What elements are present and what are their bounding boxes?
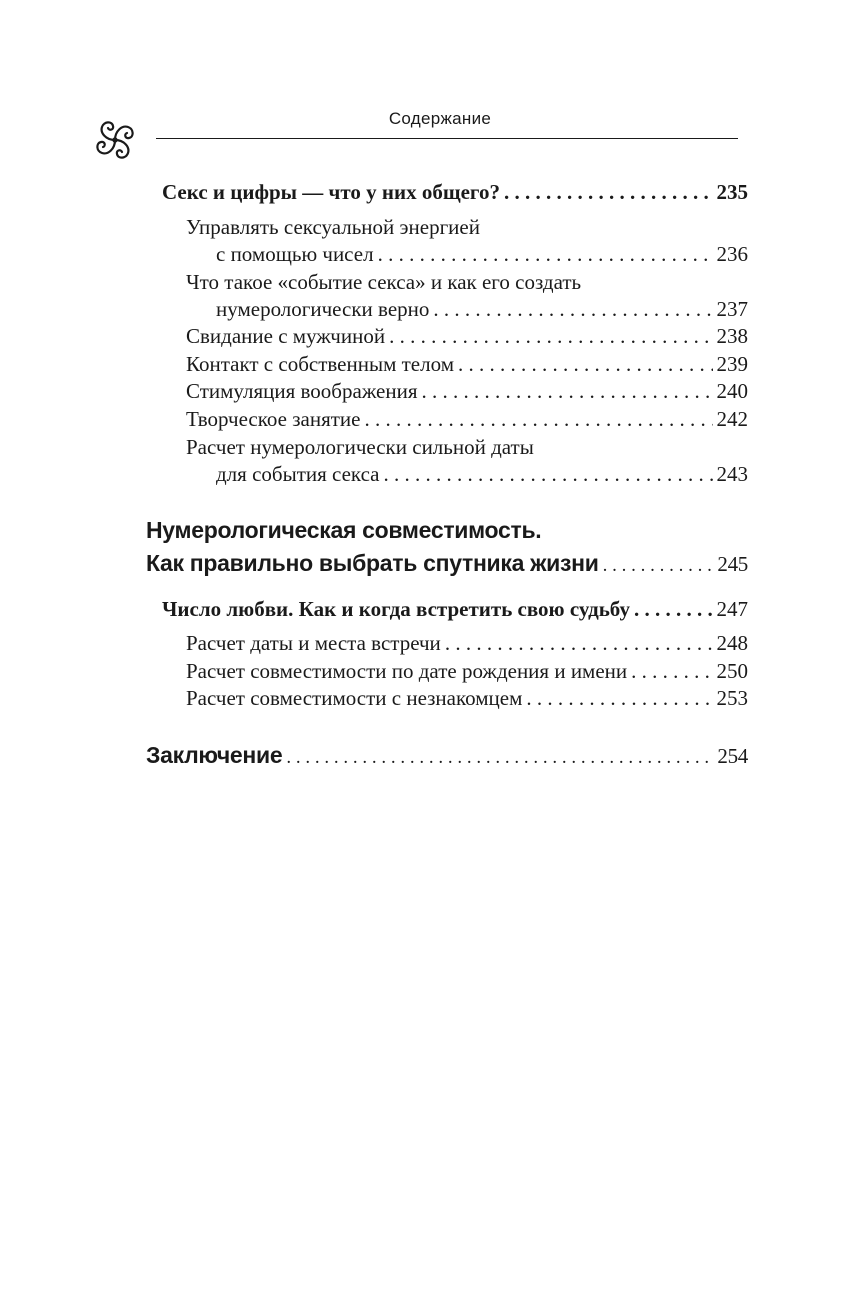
toc-entry-page: 248 bbox=[716, 631, 748, 655]
leader-dots bbox=[378, 240, 713, 268]
leader-dots bbox=[603, 551, 714, 581]
toc-entry-line1: Что такое «событие секса» и как его создать bbox=[186, 270, 582, 294]
toc-entry-title: Как правильно выбрать спутника жизни bbox=[146, 550, 599, 576]
toc-entry-title: Контакт с собственным телом bbox=[186, 352, 454, 376]
toc-entry[interactable] bbox=[186, 350, 748, 378]
toc-entry-page: 250 bbox=[716, 659, 748, 683]
leader-dots bbox=[422, 377, 713, 405]
toc-entry-title: Расчет даты и места встречи bbox=[186, 631, 441, 655]
toc-entry-page: 253 bbox=[716, 686, 748, 710]
toc-entry-title: для события секса bbox=[216, 462, 380, 486]
toc-entry-page: 242 bbox=[716, 407, 748, 431]
toc-entry-page: 243 bbox=[716, 462, 748, 486]
toc-entry-title: Расчет совместимости по дате рождения и имени bbox=[186, 659, 628, 683]
toc-entry[interactable] bbox=[216, 460, 748, 488]
leader-dots bbox=[526, 684, 712, 712]
toc-entry[interactable] bbox=[186, 629, 748, 657]
leader-dots bbox=[631, 657, 712, 685]
toc-entry[interactable] bbox=[186, 405, 748, 433]
leader-dots bbox=[364, 405, 712, 433]
leader-dots bbox=[445, 629, 713, 657]
toc-entry[interactable] bbox=[216, 295, 748, 323]
leader-dots bbox=[634, 595, 712, 623]
leader-dots bbox=[433, 295, 712, 323]
toc-chapter-line1: Нумерологическая совместимость. bbox=[146, 517, 542, 543]
swirl-ornament-icon bbox=[84, 113, 146, 167]
toc-entry-title: с помощью чисел bbox=[216, 242, 374, 266]
toc-section-entry[interactable] bbox=[162, 595, 748, 623]
page-header bbox=[0, 0, 844, 170]
toc-entry-page: 247 bbox=[716, 597, 748, 621]
toc-chapter-entry[interactable] bbox=[146, 548, 748, 581]
toc-entry-page: 239 bbox=[716, 352, 748, 376]
toc-entry-page: 254 bbox=[717, 744, 748, 768]
toc-entry-page: 235 bbox=[716, 180, 748, 204]
toc-entry-title: нумерологически верно bbox=[216, 297, 430, 321]
toc-entry-title: Заключение bbox=[146, 742, 283, 768]
toc-entry-title: Секс и цифры — что у них общего? bbox=[162, 180, 500, 204]
toc-entry[interactable] bbox=[186, 377, 748, 405]
leader-dots bbox=[458, 350, 713, 378]
toc-entry[interactable] bbox=[186, 322, 748, 350]
toc-entry-page: 237 bbox=[716, 297, 748, 321]
toc-entry-page: 240 bbox=[716, 379, 748, 403]
running-head: Содержание bbox=[388, 109, 492, 128]
toc-entry-title: Стимуляция воображения bbox=[186, 379, 418, 403]
leader-dots bbox=[504, 178, 713, 206]
toc-entry-page: 236 bbox=[716, 242, 748, 266]
toc-chapter-entry[interactable] bbox=[146, 740, 748, 773]
toc-entry-line1: Управлять сексуальной энергией bbox=[186, 215, 480, 239]
toc-entry-title: Расчет совместимости с незнакомцем bbox=[186, 686, 523, 710]
toc-entry[interactable] bbox=[186, 684, 748, 712]
leader-dots bbox=[286, 743, 713, 773]
toc-entry-title: Свидание с мужчиной bbox=[186, 324, 386, 348]
toc-entry-page: 245 bbox=[717, 552, 748, 576]
toc-entry-title: Творческое занятие bbox=[186, 407, 361, 431]
leader-dots bbox=[384, 460, 713, 488]
toc-section-entry[interactable] bbox=[162, 178, 748, 206]
leader-dots bbox=[389, 322, 712, 350]
header-rule bbox=[156, 138, 738, 139]
toc-entry-page: 238 bbox=[716, 324, 748, 348]
toc-entry-line1: Расчет нумерологически сильной даты bbox=[186, 435, 534, 459]
toc-entry-title: Число любви. Как и когда встретить свою судьбу bbox=[162, 597, 631, 621]
toc-entry[interactable] bbox=[216, 240, 748, 268]
toc-entry[interactable] bbox=[186, 657, 748, 685]
